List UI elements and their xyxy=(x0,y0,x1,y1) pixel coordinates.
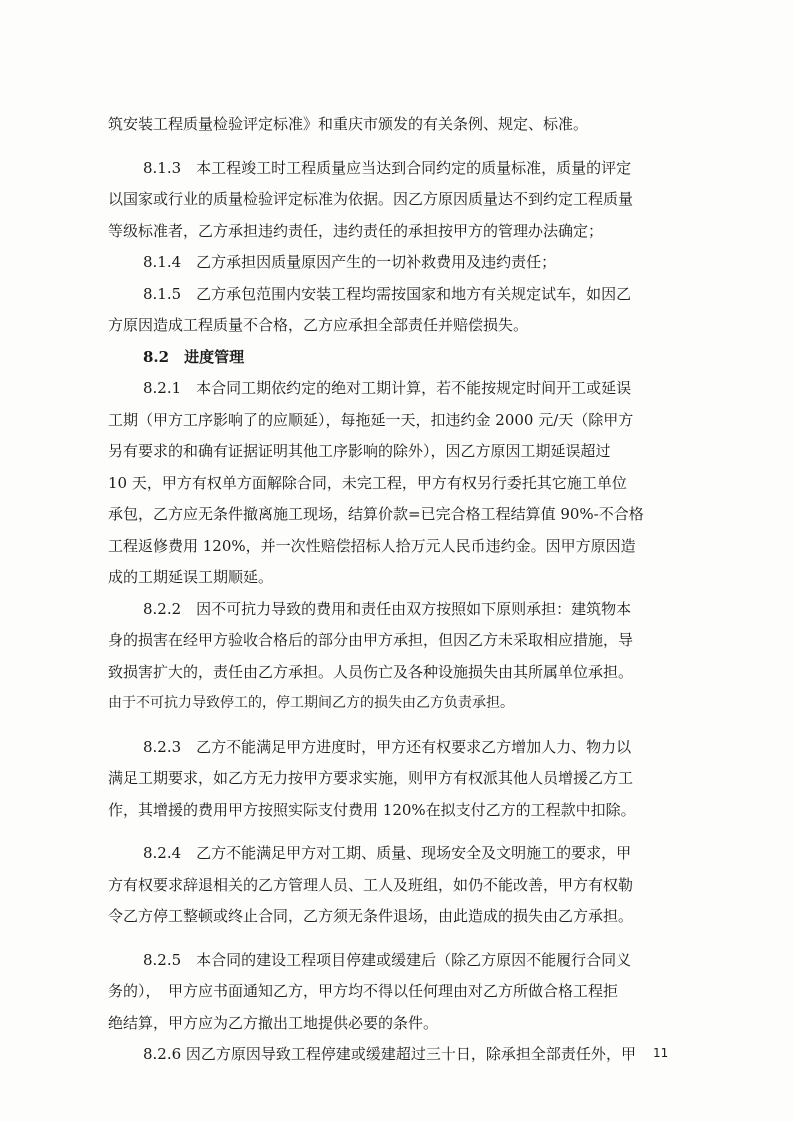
section-heading-8-2: 8.2 进度管理 xyxy=(143,347,245,366)
paragraph-line: 方有权要求辞退相关的乙方管理人员、工人及班组，如仍不能改善，甲方有权勒 xyxy=(108,875,634,894)
paragraph-line: 致损害扩大的，责任由乙方承担。人员伤亡及各种设施损失由其所属单位承担。 xyxy=(108,662,634,681)
clause-8-2-3: 8.2.3 乙方不能满足甲方进度时，甲方还有权要求乙方增加人力、物力以 xyxy=(143,737,632,756)
paragraph-line: 满足工期要求，如乙方无力按甲方要求实施，则甲方有权派其他人员增援乙方工 xyxy=(108,769,634,787)
paragraph-line: 筑安装工程质量检验评定标准》和重庆市颁发的有关条例、规定、标准。 xyxy=(108,115,589,133)
paragraph-line: 绝结算，甲方应为乙方撤出工地提供必要的条件。 xyxy=(108,1013,439,1032)
paragraph-line: 作，其增援的费用甲方按照实际支付费用 120%在拟支付乙方的工程款中扣除。 xyxy=(108,800,636,819)
paragraph-line: 工期（甲方工序影响了的应顺延），每拖延一天，扣违约金 2000 元/天（除甲方 xyxy=(108,410,634,429)
clause-8-2-1: 8.2.1 本合同工期依约定的绝对工期计算，若不能按规定时间开工或延误 xyxy=(143,379,632,397)
page-number: 11 xyxy=(653,1046,669,1060)
paragraph-line: 另有要求的和确有证据证明其他工序影响的除外），因乙方原因工期延误超过 xyxy=(108,442,611,460)
document-body xyxy=(108,109,674,1071)
paragraph-line: 务的）， 甲方应书面通知乙方，甲方均不得以任何理由对乙方所做合格工程拒 xyxy=(108,982,619,1000)
paragraph-line: 等级标准者，乙方承担违约责任，违约责任的承担按甲方的管理办法确定； xyxy=(108,221,604,240)
paragraph-line: 10 天，甲方有权单方面解除合同，未完工程，甲方有权另行委托其它施工单位 xyxy=(108,473,627,492)
clause-8-2-6: 8.2.6 因乙方原因导致工程停建或缓建超过三十日，除承担全部责任外，甲 xyxy=(143,1045,636,1063)
clause-8-2-5: 8.2.5 本合同的建设工程项目停建或缓建后（除乙方原因不能履行合同义 xyxy=(143,950,632,969)
paragraph-line: 承包，乙方应无条件撤离施工现场，结算价款=已完合格工程结算值 90%-不合格 xyxy=(108,505,644,523)
paragraph-line: 工程返修费用 120%，并一次性赔偿招标人拾万元人民币违约金。因甲方原因造 xyxy=(108,536,636,555)
clause-8-1-3: 8.1.3 本工程竣工时工程质量应当达到合同约定的质量标准，质量的评定 xyxy=(143,158,632,177)
clause-8-2-4: 8.2.4 乙方不能满足甲方对工期、质量、现场安全及文明施工的要求，甲 xyxy=(143,844,632,862)
clause-8-2-2: 8.2.2 因不可抗力导致的费用和责任由双方按照如下原则承担：建筑物本 xyxy=(143,599,632,618)
clause-8-1-5: 8.1.5 乙方承包范围内安装工程均需按国家和地方有关规定试车，如因乙 xyxy=(143,284,632,303)
paragraph-line: 由于不可抗力导致停工的，停工期间乙方的损失由乙方负责承担。 xyxy=(108,695,514,711)
paragraph-line: 令乙方停工整顿或终止合同，乙方须无条件退场，由此造成的损失由乙方承担。 xyxy=(108,907,634,925)
paragraph-line: 方原因造成工程质量不合格，乙方应承担全部责任并赔偿损失。 xyxy=(108,316,529,334)
paragraph-line: 身的损害在经甲方验收合格后的部分由甲方承担，但因乙方未采取相应措施，导 xyxy=(108,631,634,649)
paragraph-line: 以国家或行业的质量检验评定标准为依据。因乙方原因质量达不到约定工程质量 xyxy=(108,190,634,208)
paragraph-line: 成的工期延误工期顺延。 xyxy=(108,568,274,586)
clause-8-1-4: 8.1.4 乙方承担因质量原因产生的一切补救费用及违约责任； xyxy=(143,253,557,271)
